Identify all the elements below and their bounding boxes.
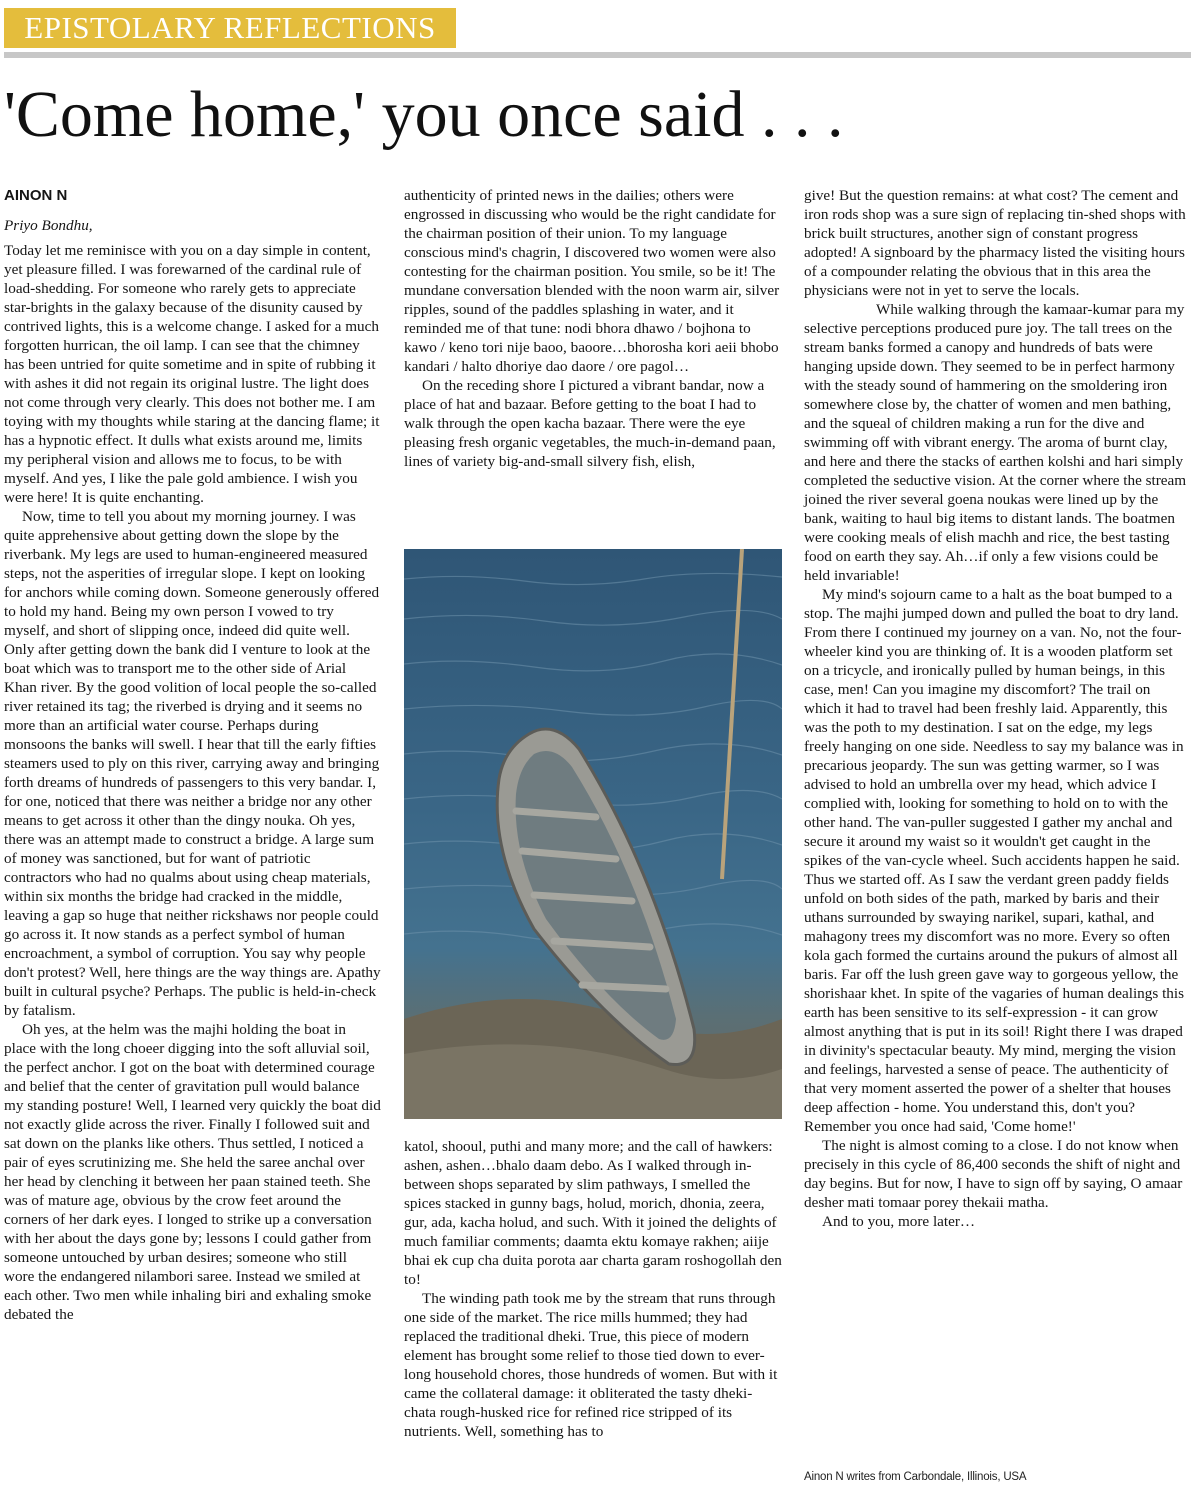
article-column-2-continued <box>404 1137 784 1441</box>
paragraph: The night is almost coming to a close. I do not know when precisely in this cycle of 86,400 seconds the shift of night and day begins. But for now, I have to sign off by saying, O amaar desher mati tomaar porey thekaii matha. <box>804 1137 1183 1211</box>
paragraph: Oh yes, at the helm was the majhi holding the boat in place with the long choeer digging into the soft alluvial soil, the perfect anchor. I got on the boat with determined courage and belief that the center of gravitation pull would balance my standing posture! Well, I learned very quickly the boat did not exactly glide across the river. Finally I followed suit and sat down on the planks like others. Thus settled, I noticed a pair of eyes scrutinizing me. She held the saree anchal over her head by clenching it between her paan stained teeth. She was of mature age, obvious by the crow feet around the corners of her dark eyes. I longed to strike up a conversation with her about the days gone by; lessons I could gather from someone untouched by urban desires; someone who still wore the endangered nilambori saree. Instead we smiled at each other. Two men while inhaling biri and exhaling smoke debated the <box>4 1021 381 1323</box>
paragraph: My mind's sojourn came to a halt as the boat bumped to a stop. The majhi jumped down and pulled the boat to dry land. From there I continued my journey on a van. No, not the four-wheeler kind you are thinking of. It is a wooden platform set on a tricycle, and ironically pulled by human beings, in this case, men! Can you imagine my discomfort? The trail on which it had to travel had been freshly laid. Apparently, this was the poth to my destination. I sat on the edge, my legs freely hanging on one side. Needless to say my balance was in precarious jeopardy. The sun was getting warmer, so I was advised to hold an umbrella over my head, which advice I complied with, looking for something to hold on to with the other hand. The van-puller suggested I gather my anchal and secure it around my waist so it wouldn't get caught in the spikes of the van-cycle wheel. Such accidents happen he said. Thus we started off. As I saw the verdant green paddy fields unfold on both sides of the path, marked by baris and their uthans surrounded by swaying narikel, supari, kathal, and mahagony trees my discomfort was no more. Every so often kola gach formed the curtains around the pukurs of almost all baris. Far off the lush green gave way to gorgeous yellow, the shorishaar khet. In spite of the vagaries of human dealings this earth has been sensitive to its self-expression - it can grow almost anything that is put in its soil! Right there I was draped in divinity's spectacular beauty. My mind, merging the vision and feelings, harvested a sense of peace. The authenticity of that very moment asserted the power of a shelter that houses deep affection - home. You understand this, don't you? Remember you once had said, 'Come home!' <box>804 586 1185 1135</box>
paragraph: katol, shooul, puthi and many more; and the call of hawkers: ashen, ashen…bhalo daam debo. As I walked through in-between shops separated by slim pathways, I smelled the spices stacked in gunny bags, holud, morich, dhonia, zeera, gur, ada, kacha holud, and such. With it joined the delights of much familiar comments; daamta ektu komaye rakhen; aiije bhai ek cup cha duita porota aar charta garam roshogollah den to! <box>404 1138 782 1288</box>
section-divider <box>4 52 1191 58</box>
article-column-2 <box>404 186 784 471</box>
article-column-1 <box>4 186 381 1324</box>
author-note: Ainon N writes from Carbondale, Illinois, USA <box>804 1471 1027 1483</box>
boat-photo <box>404 549 782 1119</box>
paragraph: While walking through the kamaar-kumar para my selective perceptions produced pure joy. The tall trees on the stream banks formed a canopy and hundreds of bats were hanging upside down. They seemed to be in perfect harmony with the steady sound of hammering on the smoldering iron somewhere close by, the chatter of women and men bathing, and the squeal of children making a run for the dive and swimming off with vibrant energy. The aroma of burnt clay, and here and there the stacks of earthen kolshi and hari simply completed the seductive vision. At the corner where the stream joined the river several goena noukas were lined up by the bank, waiting to haul big items to distant lands. The boatmen were cooking meals of elish machh and rice, the best tasting food on earth they say. Ah…if only a few visions could be held invariable! <box>804 301 1187 584</box>
boat-illustration <box>404 549 782 1119</box>
paragraph: The winding path took me by the stream that runs through one side of the market. The rice mills hummed; they had replaced the traditional dheki. True, this piece of modern element has brought some relief to those tied down to ever-long household chores, those hundreds of women. But with it came the collateral damage: it obliterated the tasty dheki-chata rough-husked rice for refined rice stripped of its nutrients. Well, something has to <box>404 1290 778 1440</box>
paragraph: And to you, more later… <box>822 1213 976 1230</box>
paragraph: give! But the question remains: at what cost? The cement and iron rods shop was a sure sign of replacing tin-shed shops with brick built structures, another sign of constant progress adopted! A signboard by the pharmacy listed the visiting hours of a compounder relating the obvious that in this area the physicians were not in yet to serve the locals. <box>804 187 1186 299</box>
author-byline: AINON N <box>4 187 68 204</box>
salutation: Priyo Bondhu, <box>4 217 93 234</box>
section-tag <box>4 8 456 48</box>
paragraph: Today let me reminisce with you on a day simple in content, yet pleasure filled. I was forewarned of the cardinal rule of load-shedding. For someone who rarely gets to appreciate star-brights in the galaxy because of the disunity caused by contrived lights, this is a welcome change. I asked for a much forgotten hurrican, the oil lamp. I can see that the chimney has been untried for quite sometime and in spite of rubbing it with ashes it did not regain its original lustre. The light does not come through very clearly. This does not bother me. I am toying with my thoughts while staring at the dancing flame; it has a hypnotic effect. It dulls what exists around me, limits my peripheral vision and allows me to focus, to be with myself. And yes, I like the pale gold ambience. I wish you were here! It is quite enchanting. <box>4 242 380 506</box>
article-column-3 <box>804 186 1187 1231</box>
paragraph: On the receding shore I pictured a vibrant bandar, now a place of hat and bazaar. Before getting to the boat I had to walk through the open kacha bazaar. There were the eye pleasing fresh organic vegetables, the much-in-demand paan, lines of variety big-and-small silvery fish, elish, <box>404 377 776 470</box>
paragraph: authenticity of printed news in the dailies; others were engrossed in discussing who would be the right candidate for the chairman position of their union. To my language conscious mind's chagrin, I discovered two women were also contesting for the chairman position. You smile, so be it! The mundane conversation blended with the noon warm air, silver ripples, sound of the paddles splashing in water, and it reminded me of that tune: nodi bhora dhawo / bojhona to kawo / keno tori nije baoo, baoore…bhorosha kori aeii bhobo kandari / halto dhoriye dao daore / ore pagol… <box>404 187 780 375</box>
paragraph: Now, time to tell you about my morning journey. I was quite apprehensive about getting down the slope by the riverbank. My legs are used to human-engineered measured steps, not the asperities of irregular slope. I kept on looking for anchors while coming down. Someone generously offered to hold my hand. Being my own person I vowed to try myself, and short of slipping once, indeed did quite well. Only after getting down the bank did I venture to look at the boat which was to transport me to the other side of Arial Khan river. By the good volition of local people the so-called river retained its tag; the riverbed is drying and it seems no more than an artificial water course. Perhaps during monsoons the banks will swell. I hear that till the early fifties steamers used to ply on this river, carrying away and bringing forth dreams of hundreds of passengers to this very bandar. I, for one, noticed that there was neither a bridge nor any other means to get across it other than the dingy nouka. Oh yes, there was an attempt made to construct a bridge. A large sum of money was sanctioned, but for want of patriotic contractors who had no qualms about using cheap materials, within six months the bridge had cracked in the middle, leaving a gap so huge that neither rickshaws nor people could go across it. It now stands as a perfect symbol of human encroachment, a symbol of corruption. You say why people don't protest? Well, here things are the way things are. Apathy built in cultural psyche? Perhaps. The public is held-in-check by fatalism. <box>4 508 381 1019</box>
section-tag-label: EPISTOLARY REFLECTIONS <box>24 10 436 45</box>
article-headline: 'Come home,' you once said . . . <box>4 78 844 151</box>
